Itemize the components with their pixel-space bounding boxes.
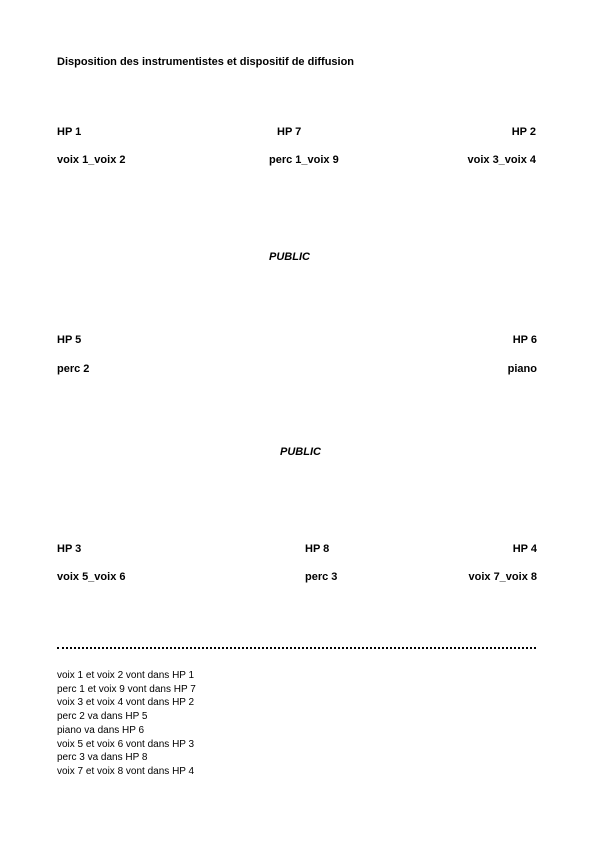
routing-note: perc 1 et voix 9 vont dans HP 7 xyxy=(57,683,196,695)
instruments-hp1: voix 1_voix 2 xyxy=(57,154,126,166)
audience-label-2: PUBLIC xyxy=(280,446,321,458)
speaker-hp8-label: HP 8 xyxy=(305,543,330,555)
dotted-separator xyxy=(57,647,536,649)
instruments-hp7: perc 1_voix 9 xyxy=(269,154,339,166)
audience-label-1: PUBLIC xyxy=(269,251,310,263)
routing-note: voix 1 et voix 2 vont dans HP 1 xyxy=(57,670,195,681)
instruments-hp4: voix 7_voix 8 xyxy=(468,571,537,583)
speaker-hp6-label: HP 6 xyxy=(512,334,537,346)
speaker-hp1-label: HP 1 xyxy=(57,126,82,138)
routing-note: perc 2 va dans HP 5 xyxy=(57,711,148,723)
page-title: Disposition des instrumentistes et dispositif de diffusion xyxy=(57,56,355,68)
routing-note: voix 7 et voix 8 vont dans HP 4 xyxy=(57,765,195,777)
instruments-hp6: piano xyxy=(507,363,537,375)
routing-note: piano va dans HP 6 xyxy=(57,724,145,736)
speaker-hp7-label: HP 7 xyxy=(277,126,302,138)
speaker-hp4-label: HP 4 xyxy=(512,543,537,555)
instruments-hp8: perc 3 xyxy=(305,571,338,583)
instruments-hp5: perc 2 xyxy=(57,363,90,375)
instruments-hp2: voix 3_voix 4 xyxy=(467,154,536,166)
instruments-hp3: voix 5_voix 6 xyxy=(57,571,126,583)
routing-note: voix 3 et voix 4 vont dans HP 2 xyxy=(57,697,195,709)
speaker-hp3-label: HP 3 xyxy=(57,543,82,555)
speaker-hp2-label: HP 2 xyxy=(511,126,536,138)
routing-note: voix 5 et voix 6 vont dans HP 3 xyxy=(57,738,195,750)
routing-notes-list xyxy=(57,669,196,779)
speaker-hp5-label: HP 5 xyxy=(57,334,82,346)
routing-note: perc 3 va dans HP 8 xyxy=(57,752,148,764)
